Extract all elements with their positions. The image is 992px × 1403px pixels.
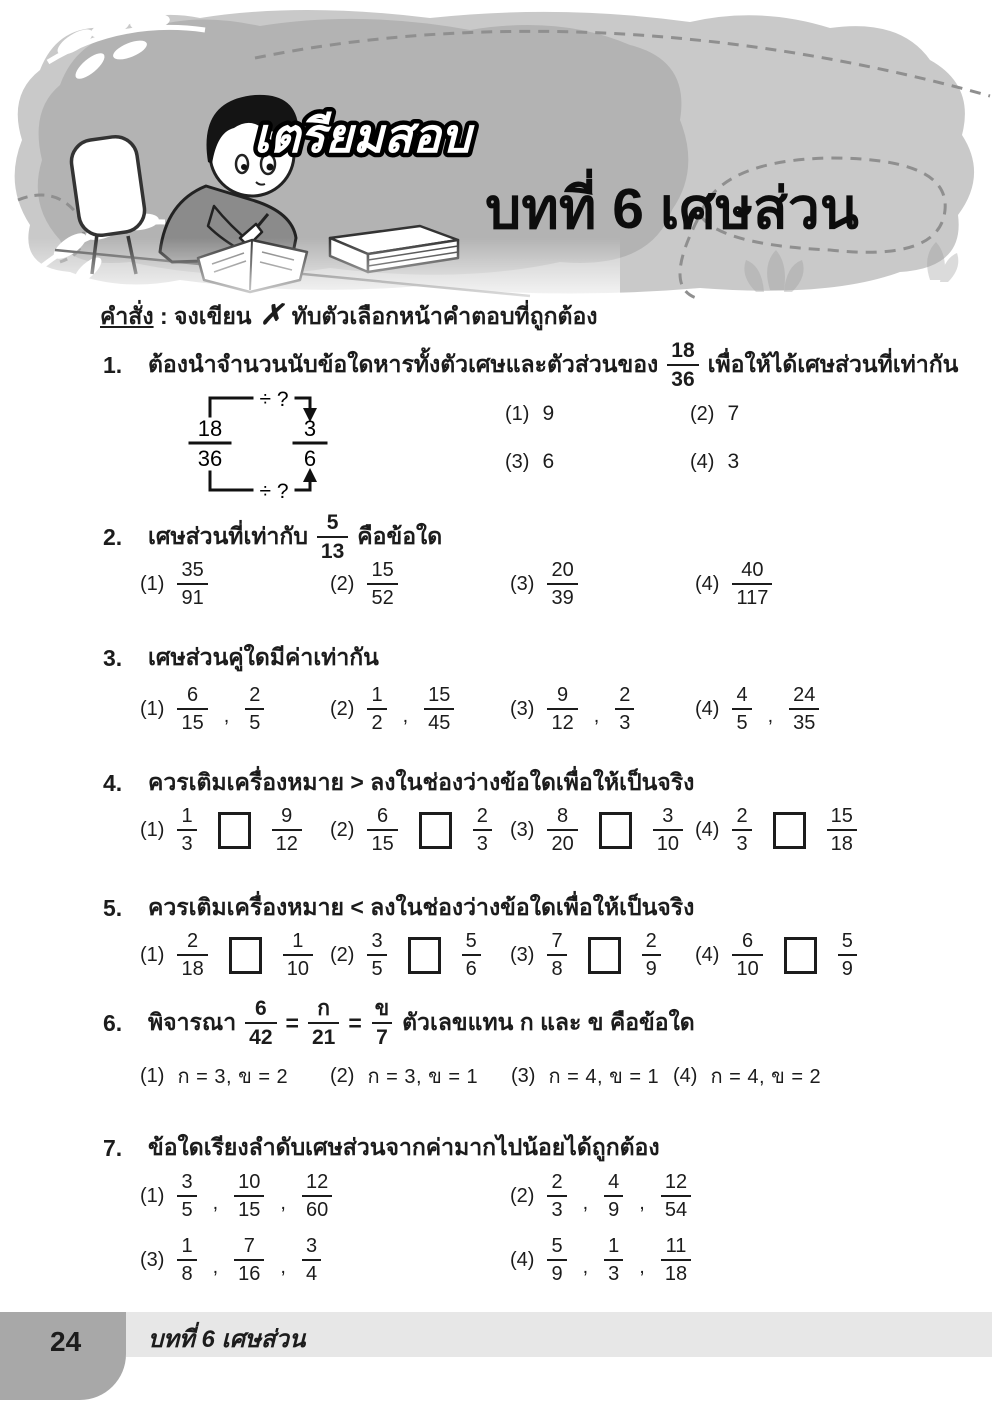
answer-box (599, 812, 632, 849)
option (510, 806, 695, 854)
option-label: (2) (330, 818, 355, 841)
fraction: $\frac{8}{20}$ (547, 806, 577, 854)
option: (3) 6 (505, 450, 555, 473)
option (140, 931, 330, 979)
question-text: พิจารณา (148, 1009, 237, 1035)
question-6-options (140, 1060, 821, 1092)
fraction: $\frac{6}{10}$ (732, 931, 762, 979)
option: (1) $\frac{3}{5}$ , $\frac{10}{15}$ , $\frac{12}{60}$ (140, 1172, 510, 1220)
question-1 (103, 340, 958, 390)
fraction: $\frac{1}{2}$ (367, 685, 386, 733)
x-mark: ✗ (259, 299, 284, 330)
fraction: $\frac{2}{3}$ (732, 806, 751, 854)
fraction: $\frac{3}{4}$ (302, 1236, 321, 1284)
question-text: ต้องนำจำนวนนับข้อใดหารทั้งตัวเศษและตัวส่วนของ (148, 351, 659, 377)
fraction: $\frac{3}{5}$ (177, 1172, 196, 1220)
option-label: (3) (510, 572, 535, 595)
answer-box (229, 937, 262, 974)
option-label: (1) (140, 943, 165, 966)
option (140, 806, 330, 854)
fraction: $\frac{9}{12}$ (272, 806, 302, 854)
page-number: 24 (50, 1326, 82, 1357)
fraction: $\frac{20}{39}$ (547, 560, 577, 608)
option-label: (3) (510, 943, 535, 966)
svg-text:18: 18 (197, 416, 223, 441)
question-number: 2. (103, 523, 123, 550)
fraction: $\frac{12}{60}$ (302, 1172, 332, 1220)
option-label: (3) (505, 450, 530, 473)
fraction: $\frac{2}{5}$ (245, 685, 264, 733)
option-label: (4) (690, 450, 715, 473)
option-label: (1) (140, 697, 165, 720)
option (140, 560, 330, 608)
fraction: $\frac{2}{3}$ (473, 806, 492, 854)
question-text: ควรเติมเครื่องหมาย > ลงในช่องว่างข้อใดเพื่อให้เป็นจริง (148, 769, 695, 795)
answer-box (588, 937, 621, 974)
divide-label: ÷ ? (259, 388, 289, 411)
option-label: (3) (510, 697, 535, 720)
option-label: (3) (511, 1064, 536, 1087)
option (510, 560, 695, 608)
question-7 (103, 1130, 660, 1166)
option-label: (4) (510, 1248, 535, 1271)
option: (1) ก = 3, ข = 2 (140, 1064, 289, 1088)
fraction: $\frac{6}{15}$ (367, 806, 397, 854)
option (330, 931, 510, 979)
option: (2) ก = 3, ข = 1 (330, 1064, 479, 1088)
instruction-line: คำสั่ง : จงเขียน ✗ ทับตัวเลือกหน้าคำตอบที่ถูกต้อง (100, 299, 598, 330)
question-number: 6. (103, 1009, 123, 1036)
option-label: (2) (330, 697, 355, 720)
question-7-options (140, 1172, 691, 1284)
option (695, 806, 857, 854)
fraction: $\frac{\text{ก}}{21}$ (308, 998, 339, 1048)
question-4 (103, 765, 694, 801)
question-text: เศษส่วนที่เท่ากับ (148, 523, 308, 549)
option: (2) 7 (690, 402, 740, 425)
option: (3) $\frac{9}{12}$ , $\frac{2}{3}$ (510, 685, 695, 733)
fraction: $\frac{11}{18}$ (661, 1236, 691, 1284)
question-3 (103, 640, 379, 676)
option-label: (3) (140, 1248, 165, 1271)
question-number: 5. (103, 894, 123, 921)
fraction: $\frac{2}{18}$ (177, 931, 207, 979)
question-number: 3. (103, 644, 123, 671)
division-diagram (182, 386, 417, 510)
fraction: $\frac{24}{35}$ (789, 685, 819, 733)
answer-box (218, 812, 251, 849)
option: (1) 9 (505, 402, 555, 425)
question-text: เพื่อให้ได้เศษส่วนที่เท่ากัน (707, 351, 959, 377)
question-5-options (140, 931, 857, 979)
option: (4) $\frac{5}{9}$ , $\frac{1}{3}$ , $\frac{11}{18}$ (510, 1236, 691, 1284)
question-text: ตัวเลขแทน ก และ ข คือข้อใด (402, 1009, 695, 1035)
option-label: (2) (690, 402, 715, 425)
question-number: 4. (103, 769, 123, 796)
fraction: $\frac{15}{18}$ (827, 806, 857, 854)
question-3-options (140, 685, 819, 733)
question-4-options (140, 806, 857, 854)
instruction-label: คำสั่ง (100, 303, 154, 329)
option-label: (1) (140, 1184, 165, 1207)
option-label: (4) (695, 697, 720, 720)
option: (3) ก = 4, ข = 1 (511, 1064, 660, 1088)
divide-label: ÷ ? (259, 480, 289, 503)
fraction: $\frac{40}{117}$ (732, 560, 772, 608)
question-text: ควรเติมเครื่องหมาย < ลงในช่องว่างข้อใดเพื่อให้เป็นจริง (148, 894, 695, 920)
fraction: $\frac{3}{5}$ (367, 931, 386, 979)
question-1-options (505, 402, 739, 474)
fraction: $\frac{15}{52}$ (367, 560, 397, 608)
fraction: $\frac{2}{3}$ (615, 685, 634, 733)
fraction: $\frac{5}{13}$ (317, 512, 348, 562)
option: (4) 3 (690, 450, 740, 473)
question-text: คือข้อใด (357, 523, 443, 549)
exam-prep-badge: เตรียมสอบ (253, 109, 471, 162)
svg-text:3: 3 (303, 416, 317, 441)
header-banner (0, 0, 992, 300)
equals-sign: = (348, 1009, 362, 1036)
option: (4) ก = 4, ข = 2 (673, 1064, 822, 1088)
footer-chapter-title: บทที่ 6 เศษส่วน (148, 1326, 306, 1353)
question-5 (103, 890, 694, 926)
option-label: (3) (510, 818, 535, 841)
equals-sign: = (285, 1009, 299, 1036)
option-label: (4) (695, 818, 720, 841)
question-number: 1. (103, 351, 123, 378)
option (695, 560, 772, 608)
answer-box (408, 937, 441, 974)
option-label: (1) (140, 572, 165, 595)
fraction: $\frac{1}{3}$ (604, 1236, 623, 1284)
option-label: (1) (505, 402, 530, 425)
fraction: $\frac{2}{9}$ (642, 931, 661, 979)
fraction: $\frac{12}{54}$ (661, 1172, 691, 1220)
option-label: (4) (695, 943, 720, 966)
option: (4) $\frac{4}{5}$ , $\frac{24}{35}$ (695, 685, 819, 733)
option (695, 931, 857, 979)
fraction: $\frac{5}{9}$ (547, 1236, 566, 1284)
option-label: (2) (330, 1064, 355, 1087)
fraction: $\frac{15}{45}$ (424, 685, 454, 733)
fraction: $\frac{6}{42}$ (245, 998, 276, 1048)
question-2 (103, 512, 442, 562)
question-2-options (140, 560, 772, 608)
question-6 (103, 998, 695, 1048)
option: (2) $\frac{2}{3}$ , $\frac{4}{9}$ , $\frac{12}{54}$ (510, 1172, 691, 1220)
option (330, 806, 510, 854)
fraction: $\frac{7}{16}$ (234, 1236, 264, 1284)
option: (2) $\frac{1}{2}$ , $\frac{15}{45}$ (330, 685, 510, 733)
option-label: (2) (330, 943, 355, 966)
page-number-badge (0, 1312, 126, 1400)
option-label: (2) (330, 572, 355, 595)
option-label: (2) (510, 1184, 535, 1207)
fraction: $\frac{1}{10}$ (283, 931, 313, 979)
page-title: บทที่ 6 เศษส่วน (485, 177, 859, 241)
answer-box (784, 937, 817, 974)
fraction: $\frac{4}{5}$ (732, 685, 751, 733)
question-number: 7. (103, 1134, 123, 1161)
answer-box (419, 812, 452, 849)
fraction: $\frac{7}{8}$ (547, 931, 566, 979)
fraction: $\frac{6}{15}$ (177, 685, 207, 733)
option: (1) $\frac{6}{15}$ , $\frac{2}{5}$ (140, 685, 330, 733)
question-text: เศษส่วนคู่ใดมีค่าเท่ากัน (148, 644, 379, 670)
fraction: $\frac{4}{9}$ (604, 1172, 623, 1220)
answer-box (773, 812, 806, 849)
option (510, 931, 695, 979)
option-label: (1) (140, 1064, 165, 1087)
fraction: $\frac{1}{8}$ (177, 1236, 196, 1284)
fraction: $\frac{\text{ข}}{7}$ (371, 998, 393, 1048)
svg-text:36: 36 (197, 446, 223, 471)
fraction: $\frac{5}{9}$ (838, 931, 857, 979)
fraction: $\frac{10}{15}$ (234, 1172, 264, 1220)
fraction: $\frac{1}{3}$ (177, 806, 196, 854)
option (330, 560, 510, 608)
header-fade (0, 238, 620, 300)
option: (3) $\frac{1}{8}$ , $\frac{7}{16}$ , $\frac{3}{4}$ (140, 1236, 510, 1284)
question-text: ข้อใดเรียงลำดับเศษส่วนจากค่ามากไปน้อยได้ถูกต้อง (148, 1134, 660, 1160)
fraction: $\frac{2}{3}$ (547, 1172, 566, 1220)
fraction: $\frac{3}{10}$ (653, 806, 683, 854)
svg-text:6: 6 (303, 446, 317, 471)
option-label: (4) (673, 1064, 698, 1087)
option-label: (4) (695, 572, 720, 595)
option-label: (1) (140, 818, 165, 841)
fraction: $\frac{9}{12}$ (547, 685, 577, 733)
fraction: $\frac{18}{36}$ (667, 340, 698, 390)
fraction: $\frac{5}{6}$ (462, 931, 481, 979)
fraction: $\frac{35}{91}$ (177, 560, 207, 608)
